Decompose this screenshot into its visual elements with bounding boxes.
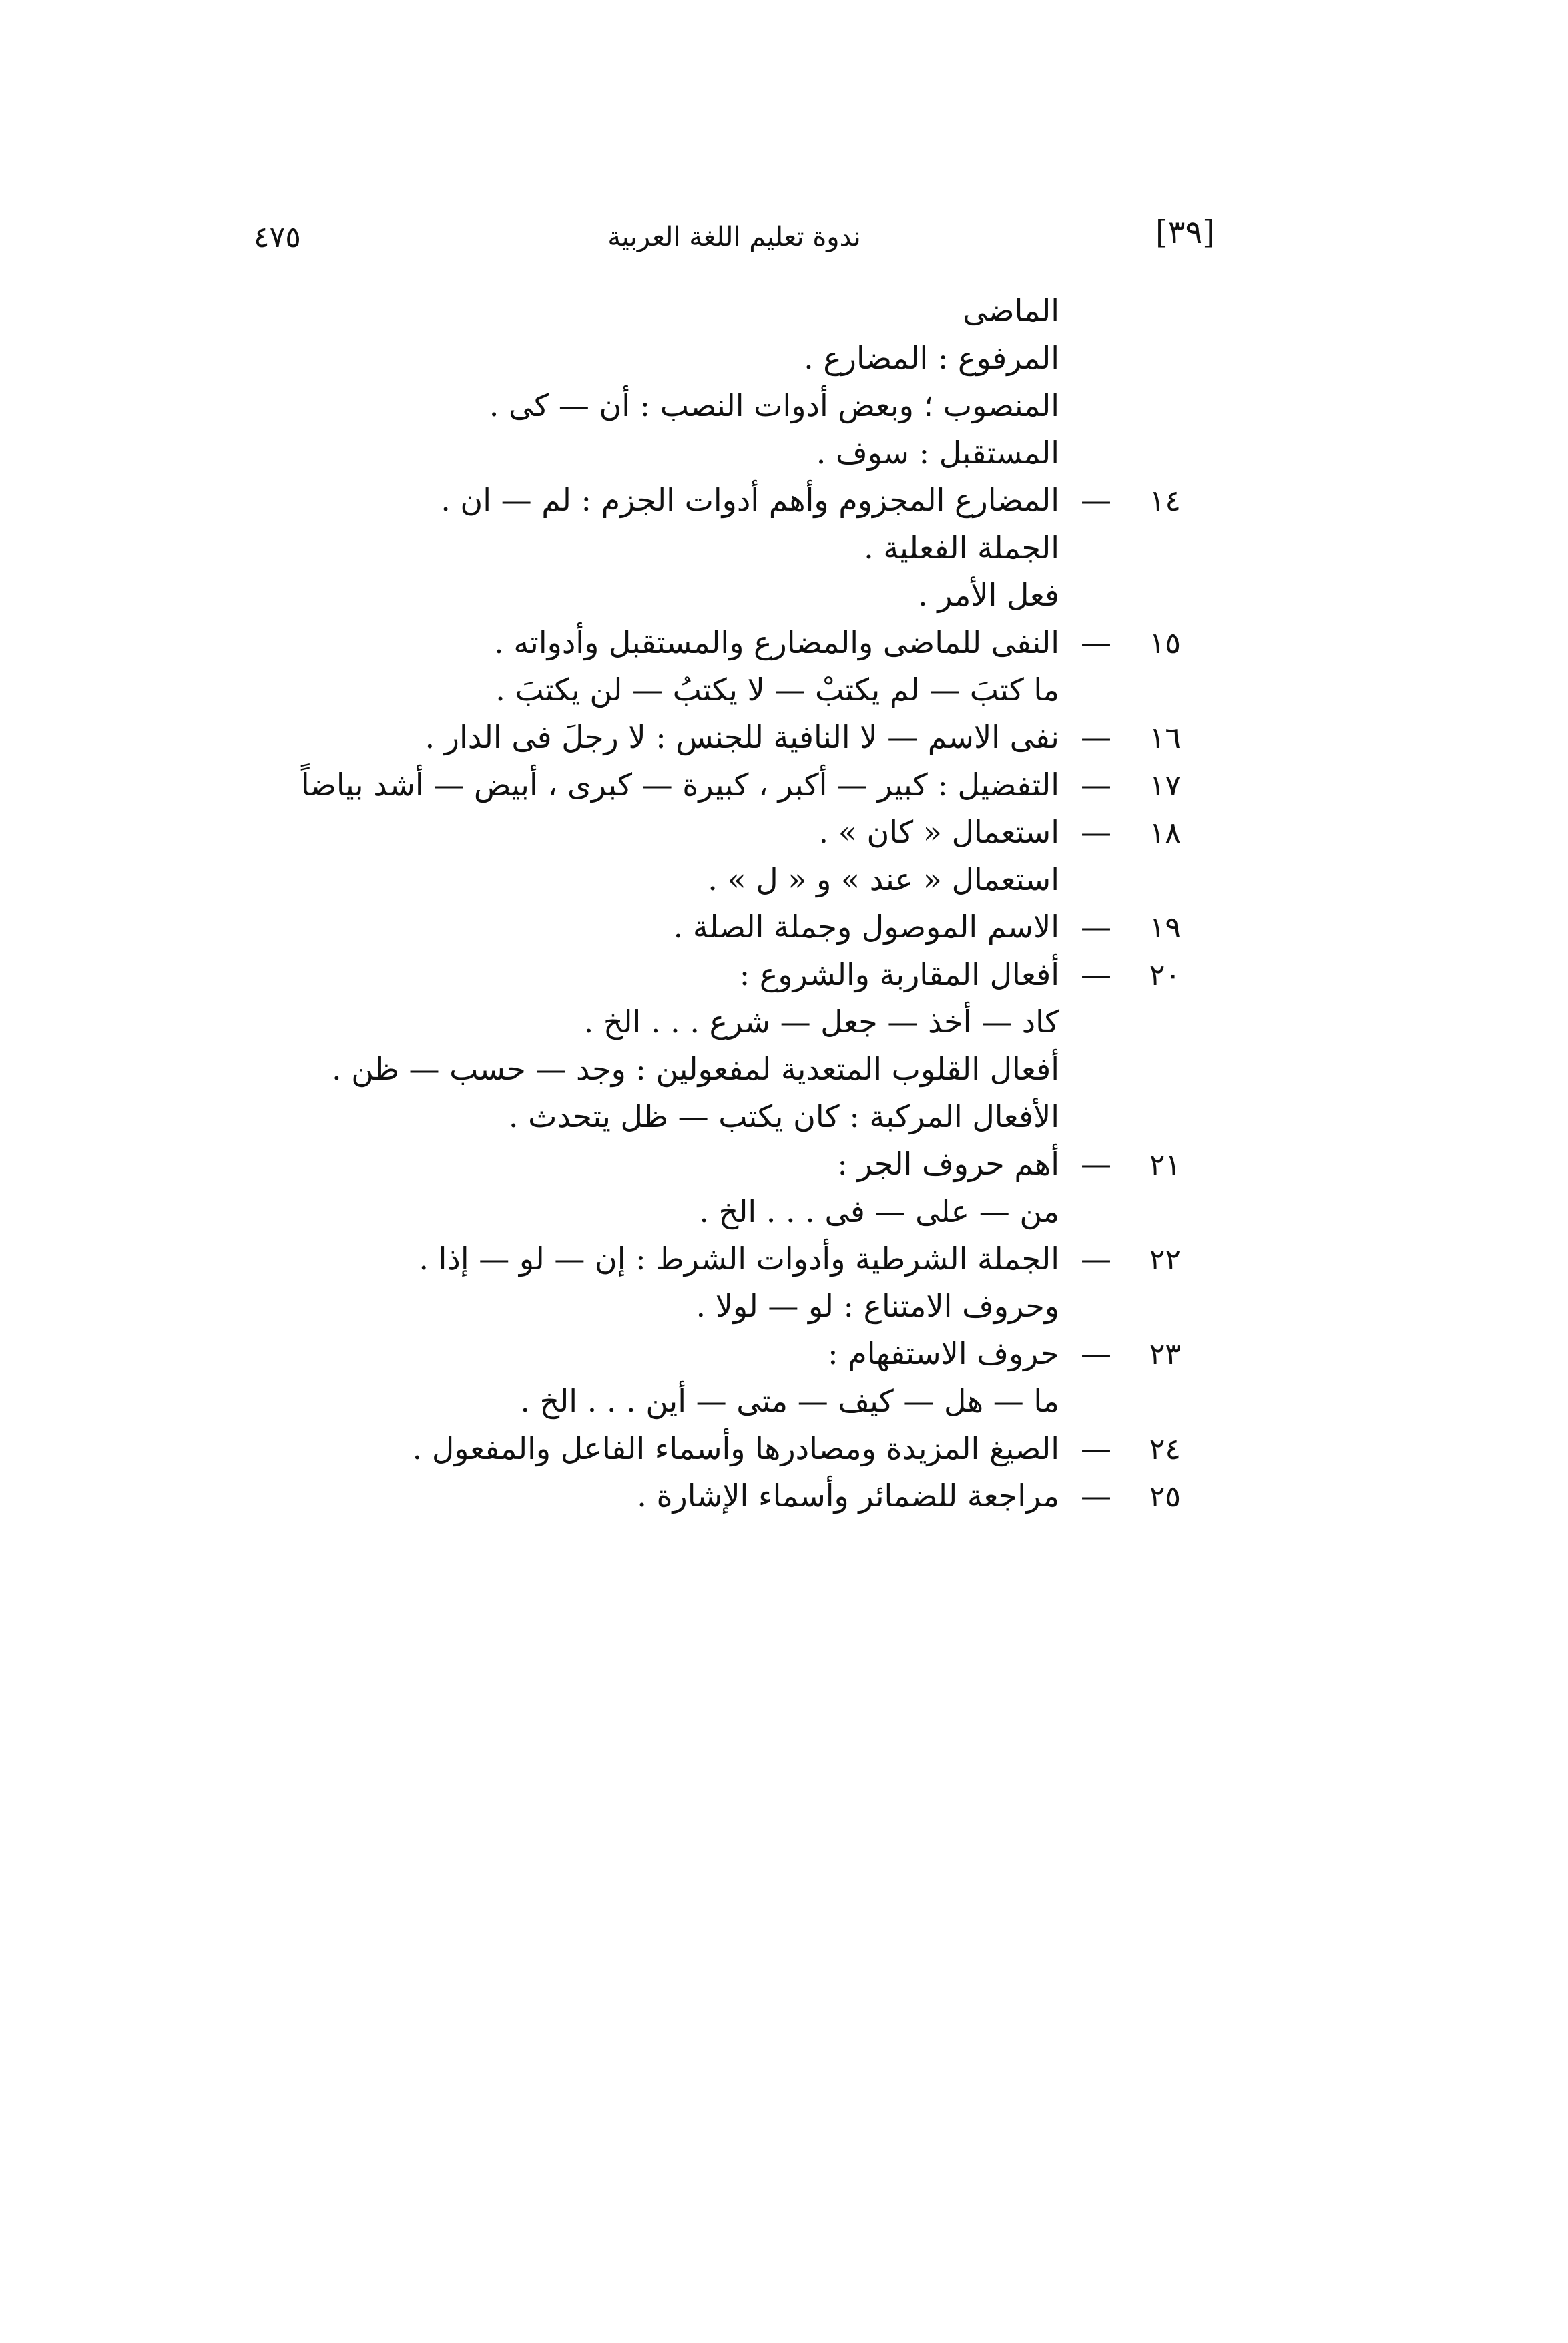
section-number: [٣٩] bbox=[1155, 214, 1215, 251]
list-item-text: الجملة الفعلية . bbox=[864, 529, 1059, 566]
list-item-text: مراجعة للضمائر وأسماء الإشارة . bbox=[637, 1478, 1059, 1514]
list-item-text: التفضيل : كبير — أكبر ، كبيرة — كبرى ، أبيض — أشد بياضاً bbox=[300, 767, 1059, 803]
list-item-text: استعمال « كان » . bbox=[818, 814, 1059, 850]
item-number: ١٤ bbox=[1149, 484, 1181, 518]
list-item-text: الاسم الموصول وجملة الصلة . bbox=[673, 909, 1059, 945]
list-item-text: ما كتبَ — لم يكتبْ — لا يكتبُ — لن يكتبَ . bbox=[495, 672, 1059, 708]
list-item bbox=[160, 1283, 1059, 1330]
item-dash: — bbox=[1081, 909, 1111, 945]
list-item-text: كاد — أخذ — جعل — شرع . . . الخ . bbox=[583, 1004, 1059, 1040]
item-number: ٢٥ bbox=[1149, 1480, 1181, 1514]
item-dash: — bbox=[1081, 624, 1111, 660]
item-number: ١٥ bbox=[1149, 626, 1181, 660]
list-item bbox=[160, 666, 1059, 714]
list-item-text: أفعال المقاربة والشروع : bbox=[739, 956, 1059, 992]
item-number: ٢١ bbox=[1149, 1148, 1181, 1182]
list-item-text: أفعال القلوب المتعدية لمفعولين : وجد — حسب — ظن . bbox=[332, 1051, 1059, 1087]
list-item bbox=[160, 1046, 1059, 1093]
list-item bbox=[160, 1330, 1181, 1377]
list-item bbox=[160, 477, 1181, 524]
list-item bbox=[160, 619, 1181, 666]
list-item bbox=[160, 1235, 1181, 1283]
item-dash: — bbox=[1081, 1241, 1111, 1277]
list-item-text: فعل الأمر . bbox=[918, 577, 1059, 613]
list-item-text: المضارع المجزوم وأهم أدوات الجزم : لم — ان . bbox=[441, 482, 1059, 518]
list-item-text: الماضى bbox=[963, 292, 1059, 329]
list-item-text: النفى للماضى والمضارع والمستقبل وأدواته . bbox=[494, 624, 1059, 660]
list-item bbox=[160, 1188, 1059, 1235]
list-item bbox=[160, 335, 1059, 382]
list-item-text: استعمال « عند » و « ل » . bbox=[708, 861, 1059, 897]
list-item bbox=[160, 761, 1181, 809]
list-item bbox=[160, 287, 1059, 335]
list-item bbox=[160, 951, 1181, 998]
item-number: ٢٤ bbox=[1149, 1432, 1181, 1466]
syllabus-list bbox=[160, 287, 1181, 1520]
list-item-text: الصيغ المزيدة ومصادرها وأسماء الفاعل والمفعول . bbox=[412, 1430, 1059, 1466]
item-dash: — bbox=[1081, 719, 1111, 755]
list-item bbox=[160, 1140, 1181, 1188]
item-dash: — bbox=[1081, 767, 1111, 803]
item-dash: — bbox=[1081, 956, 1111, 992]
item-dash: — bbox=[1081, 814, 1111, 850]
list-item bbox=[160, 382, 1059, 429]
item-number: ١٩ bbox=[1149, 911, 1181, 945]
list-item-text: نفى الاسم — لا النافية للجنس : لا رجلَ فى الدار . bbox=[425, 719, 1059, 755]
list-item bbox=[160, 903, 1181, 951]
list-item-text: من — على — فى . . . الخ . bbox=[699, 1193, 1059, 1229]
list-item-text: وحروف الامتناع : لو — لولا . bbox=[696, 1288, 1059, 1324]
item-number: ٢٢ bbox=[1149, 1243, 1181, 1277]
item-dash: — bbox=[1081, 1146, 1111, 1182]
list-item bbox=[160, 856, 1059, 903]
item-number: ١٧ bbox=[1149, 769, 1181, 803]
list-item bbox=[160, 1472, 1181, 1520]
list-item bbox=[160, 524, 1059, 572]
list-item-text: أهم حروف الجر : bbox=[837, 1146, 1059, 1182]
list-item bbox=[160, 998, 1059, 1046]
list-item bbox=[160, 1425, 1181, 1472]
item-dash: — bbox=[1081, 1430, 1111, 1466]
page-number: ٤٧٥ bbox=[254, 220, 301, 254]
list-item-text: ما — هل — كيف — متى — أين . . . الخ . bbox=[520, 1383, 1059, 1419]
item-number: ٢٣ bbox=[1149, 1337, 1181, 1371]
list-item bbox=[160, 572, 1059, 619]
list-item-text: المرفوع : المضارع . bbox=[804, 340, 1059, 376]
item-number: ٢٠ bbox=[1149, 958, 1181, 992]
page-header bbox=[254, 214, 1215, 274]
running-title: ندوة تعليم اللغة العربية bbox=[607, 222, 861, 252]
list-item bbox=[160, 714, 1181, 761]
item-number: ١٨ bbox=[1149, 816, 1181, 850]
list-item-text: حروف الاستفهام : bbox=[828, 1335, 1059, 1371]
list-item bbox=[160, 429, 1059, 477]
item-dash: — bbox=[1081, 1335, 1111, 1371]
list-item-text: المستقبل : سوف . bbox=[816, 435, 1059, 471]
list-item-text: المنصوب ؛ وبعض أدوات النصب : أن — كى . bbox=[489, 387, 1059, 423]
item-number: ١٦ bbox=[1149, 721, 1181, 755]
list-item bbox=[160, 1377, 1059, 1425]
list-item bbox=[160, 1093, 1059, 1140]
item-dash: — bbox=[1081, 482, 1111, 518]
list-item-text: الجملة الشرطية وأدوات الشرط : إن — لو — إذا . bbox=[419, 1241, 1059, 1277]
list-item bbox=[160, 809, 1181, 856]
item-dash: — bbox=[1081, 1478, 1111, 1514]
list-item-text: الأفعال المركبة : كان يكتب — ظل يتحدث . bbox=[508, 1098, 1059, 1134]
